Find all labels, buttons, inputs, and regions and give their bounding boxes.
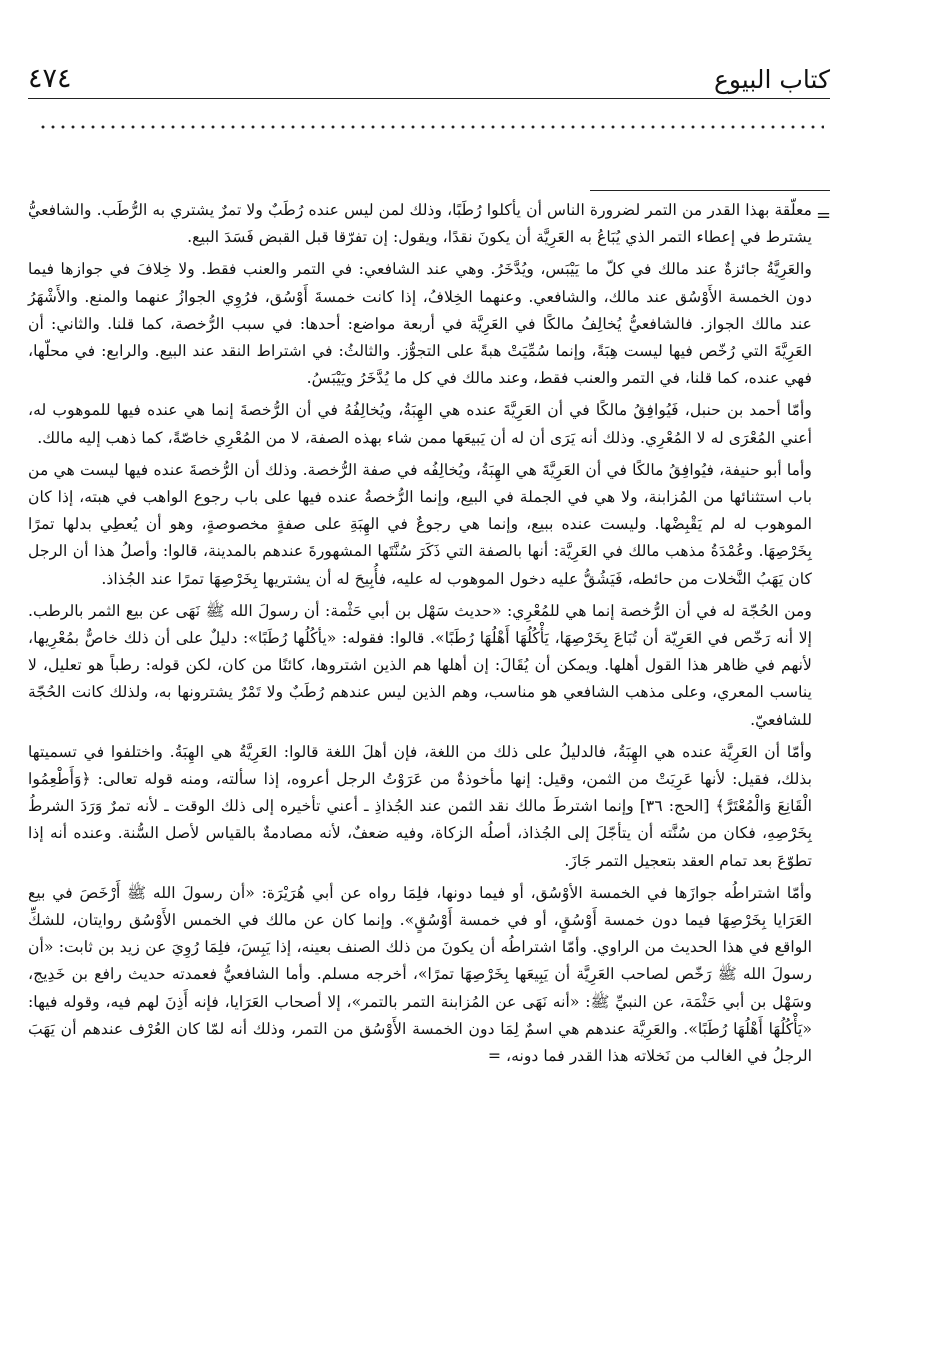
paragraph: ومن الحُجّة له في أن الرُّخصة إنما هي للمُعْرِي: «حديث سَهْل بن أبي حَثْمة: أن رسولَ الله ﷺ نَهَى عن بيع الثمر بالرطب. إلا أنه رَخّص في العَرِيّة أن تُبَاعَ بِخَرْصِهَا، يَأْكُلُهَا أَهْلُهَا رُطَبًا». قالوا: فقوله: «يأكُلُها رُطَبًا»: دليلٌ على أن ذلك خاصٌّ بمُعْرِيها، لأنهم في ظاهر هذا القول أهلها. ويمكن أن يُقَالَ: إن أهلها هم الذين اشتروها، كائنًا من كان، لكن قوله: رطباً هو تعليل، لا يناسب المعري، وعلى مذهب الشافعي هو مناسب، وهم الذين ليس عندهم رُطَبٌ ولا تَمْرٌ يشترونها به، ولذلك كانت الحُجّة للشافعيّ. (28, 600, 812, 729)
paragraph: وأمّا أن العَرِيَّة عنده هي الهِبَةُ، فالدليلُ على ذلك من اللغة، فإن أهلَ اللغة قالوا: العَرِيَّةُ هي الهِبَةُ. واختلفوا في تسميتها بذلك، فقيل: لأنها عَرِيَتْ من الثمن، وقيل: إنها مأخوذةٌ من عَرَوْتُ الرجل أعروه، إذا سألته، ومنه قوله تعالى: ﴿وَأَطْعِمُوا الْقَانِعَ وَالْمُعْتَرَّ﴾ [الحج: ٣٦] وإنما اشترطَ مالك نقد الثمن عند الجُذاذِ ـ أعني تأخيره إلى ذلك الوقت ـ لأنه تمرٌ وَرَدَ الشرطُ بِخَرْصِهِ، فكان من سُنَّته أن يتأجّلَ إلى الجُذاذ، أصلُه الزكاة، وفيه ضعفٌ، لأنه مصادمةٌ بالقياس لأصل السُّنة. وعنده أنه إذا تطوّعَ بعد تمام العقد بتعجيل التمر جَازَ. (28, 741, 812, 870)
continuation-mark: = (816, 205, 832, 226)
paragraph: وأمّا اشتراطُه جوازَها في الخمسة الأوْسُق، أو فيما دونها، فلِمَا رواه عن أبي هُرَيْرَة: «أن رسولَ الله ﷺ أَرْخَصَ في بيع العَرَايا بِخَرْصِهَا فيما دون خمسة أَوْسُقٍ، أو في خمسة أَوْسُقٍ». وإنما كان عن مالك في الخمس الأَوْسُق روايتان، للشكِّ الواقع في هذا الحديث من الراوي. وأمّا اشتراطُه أن يكونَ من ذلك الصنف بعينه، إذا يَبِسَ، فلِمَا رُوِيَ عن زيد بن ثابت: «أن رسولَ الله ﷺ رَخّص لصاحب العَرِيَّة أن يَبِيعَها بِخَرْصِهَا تمرًا»، أخرجه مسلم. وأما الشافعيُّ فعمدته حديث رافع بن خَدِيج، وسَهْل بن أبي حَثْمَة، عن النبيِّ ﷺ: «أنه نَهَى عن المُزابنة التمر بالتمر»، إلا أصحاب العَرَايا، فإنه أَذِنَ لهم فيه، وقوله فيها: «يَأْكُلُهَا أَهْلُهَا رُطَبًا». والعَرِيَّة عندهم هي اسمٌ لِمَا دون الخمسة الأَوْسُق من التمر، وذلك أنه لمّا كان العُرْف عندهم أن يَهَبَ الرجلُ في الغالب من نَخلاته هذا القدر فما دونه، = (28, 882, 812, 1066)
paragraph: معلّقة بهذا القدر من التمر لضرورة الناس أن يأكلوا رُطَبًا، وذلك لمن ليس عنده رُطَبٌ ولا تمرٌ يشتري به الرُّطَب. والشافعيُّ يشترط في إعطاء التمر الذي يُبَاعُ به العَرِيَّة أن يكونَ نقدًا، ويقول: إن تفرّقا قبل القبض فَسَدَ البيع. (28, 200, 812, 247)
footnote-rule (590, 190, 830, 191)
footnote-body (28, 196, 812, 1069)
dotted-separator (38, 124, 824, 130)
header-rule (28, 98, 830, 99)
paragraph: وأما أبو حنيفة، فيُوافِقُ مالكًا في أن العَرِيَّةَ هي الهِبَةُ، ويُخالِفُه في صفة الرُّخصة. وذلك أن الرُّخصةَ عنده فيها ليست هي من باب استثنائها من المُزابنة، ولا هي في الجملة في البيع، وإنما الرُّخصةُ عنده فيها على باب رجوع الواهب في هبته، إذا كان الموهوب له لم يَقْبِضْها. وليست عنده ببيع، وإنما هي رجوعٌ في الهِبَةِ على صفةٍ مخصوصةٍ، وهو أن يُعطِي بدلها تمرًا بِخَرْصِهَا. وعُمْدَةُ مذهب مالك في العَرِيَّة: أنها بالصفة التي ذَكَرَ سُنَّتَها المشهورةَ عندهم بالمدينة، قالوا: وأصلُ هذا أن الرجل كان يَهَبُ النَّخلات من حائطه، فَيَشُقُّ عليه دخول الموهوب له عليه، فأُبِيحَ له أن يشتريها بِخَرْصِهَا تمرًا عند الجُذاذ. (28, 459, 812, 588)
running-header (28, 50, 830, 94)
book-title: كتاب البيوع (713, 65, 830, 94)
paragraph: وأمّا أحمد بن حنبل، فَيُوافِقُ مالكًا في أن العَرِيَّةَ عنده هي الهِبَةُ، ويُخالِفُهُ في أن الرُّخصةَ إنما هي عنده فيها للموهوب له، أعني المُعْرَى له لا المُعْرِي. وذلك أنه يَرَى أن له أن يَبيعَها ممن شاء بهذه الصفة، لا من المُعْرِي خاصّةً، كما ذهب إليه مالك. (28, 400, 812, 447)
paragraph: والعَرِيَّةُ جائزةٌ عند مالك في كلّ ما يَيْبَس، ويُدَّخَرُ. وهي عند الشافعي: في التمر والعنب فقط. ولا خِلافَ في جوازها فيما دون الخمسة الأَوْسُق عند مالك، والشافعي. وعنهما الخِلافُ، إذا كانت خمسةَ أَوْسُق، فرُوِي الجوازُ عنهما والمنع. والأَشْهَرُ عند مالك الجواز. فالشافعيُّ يُخالِفُ مالكًا في العَرِيَّة في أربعة مواضع: أحدها: في سبب الرُّخصة، كما قلنا. والثاني: أن العَرِيَّةَ التي رُخّص فيها ليست هِبَةً، وإنما سُمِّيَتْ هبةً على التجوُّز. والثالثُ: في اشتراط النقد عند البيع. والرابع: في محلّها، فهي عنده، كما قلنا، في التمر والعنب فقط، وعند مالك في كل ما يُدَّخَرُ ويَيْبَسُ. (28, 259, 812, 388)
page-number: ٤٧٤ (28, 63, 72, 94)
